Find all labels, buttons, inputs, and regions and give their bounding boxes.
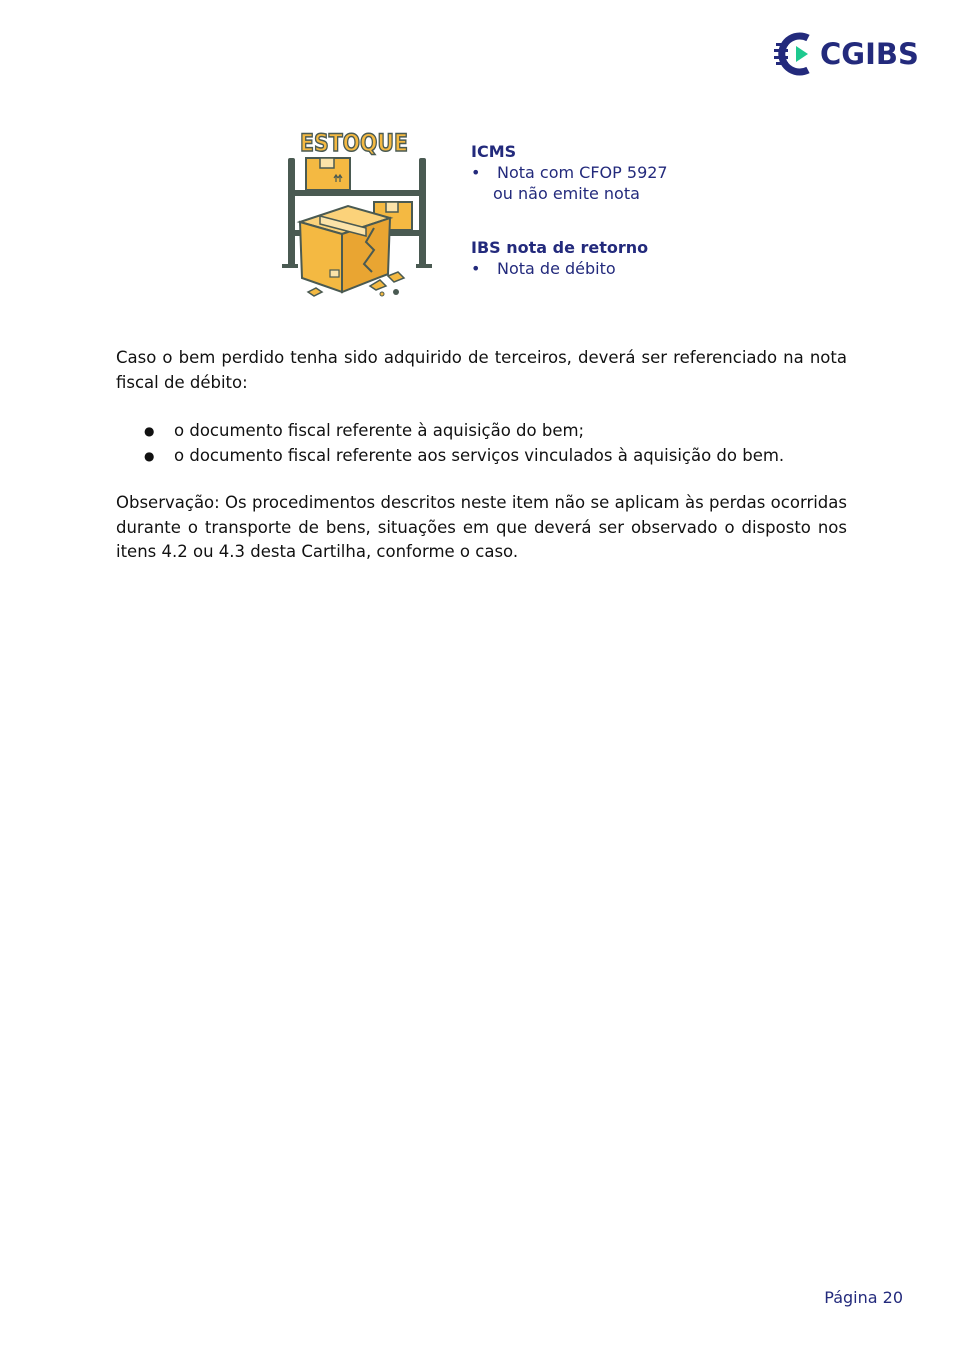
list-item <box>144 419 864 444</box>
logo-text: CGIBS <box>820 37 919 71</box>
estoque-sign: ESTOQUE <box>300 129 408 157</box>
bullet-dot-icon: ● <box>144 424 155 438</box>
tax-info-block <box>471 141 731 279</box>
page-number: Página 20 <box>824 1288 903 1307</box>
cgibs-logo <box>774 30 934 78</box>
list-item-text: o documento fiscal referente aos serviços vinculados à aquisição do bem. <box>174 445 785 465</box>
icms-item <box>471 162 731 183</box>
bullet-icon: • <box>471 163 481 182</box>
ibs-item-text: Nota de débito <box>497 259 616 278</box>
ibs-item <box>471 258 731 279</box>
list-item <box>144 444 864 469</box>
paragraph-1: Caso o bem perdido tenha sido adquirido de terceiros, deverá ser referenciado na nota fiscal de débito: <box>116 348 847 392</box>
bullet-dot-icon: ● <box>144 448 155 463</box>
icms-title: ICMS <box>471 142 517 161</box>
paragraph-2: Observação: Os procedimentos descritos neste item não se aplicam às perdas ocorridas durante o transporte de bens, situações em que deverá ser observado o disposto nos itens 4.2 ou 4.3 desta Cartilha, conforme o caso. <box>116 493 847 561</box>
bullet-list <box>144 419 864 468</box>
broken-box-warehouse-icon <box>278 124 438 300</box>
icms-item-line2: ou não emite nota <box>493 184 640 203</box>
ibs-title: IBS nota de retorno <box>471 238 649 257</box>
cgibs-logo-mark-icon <box>774 32 818 76</box>
icms-item-line1: Nota com CFOP 5927 <box>497 163 668 182</box>
list-item-text: o documento fiscal referente à aquisição do bem; <box>174 421 585 440</box>
bullet-icon: • <box>471 259 481 278</box>
